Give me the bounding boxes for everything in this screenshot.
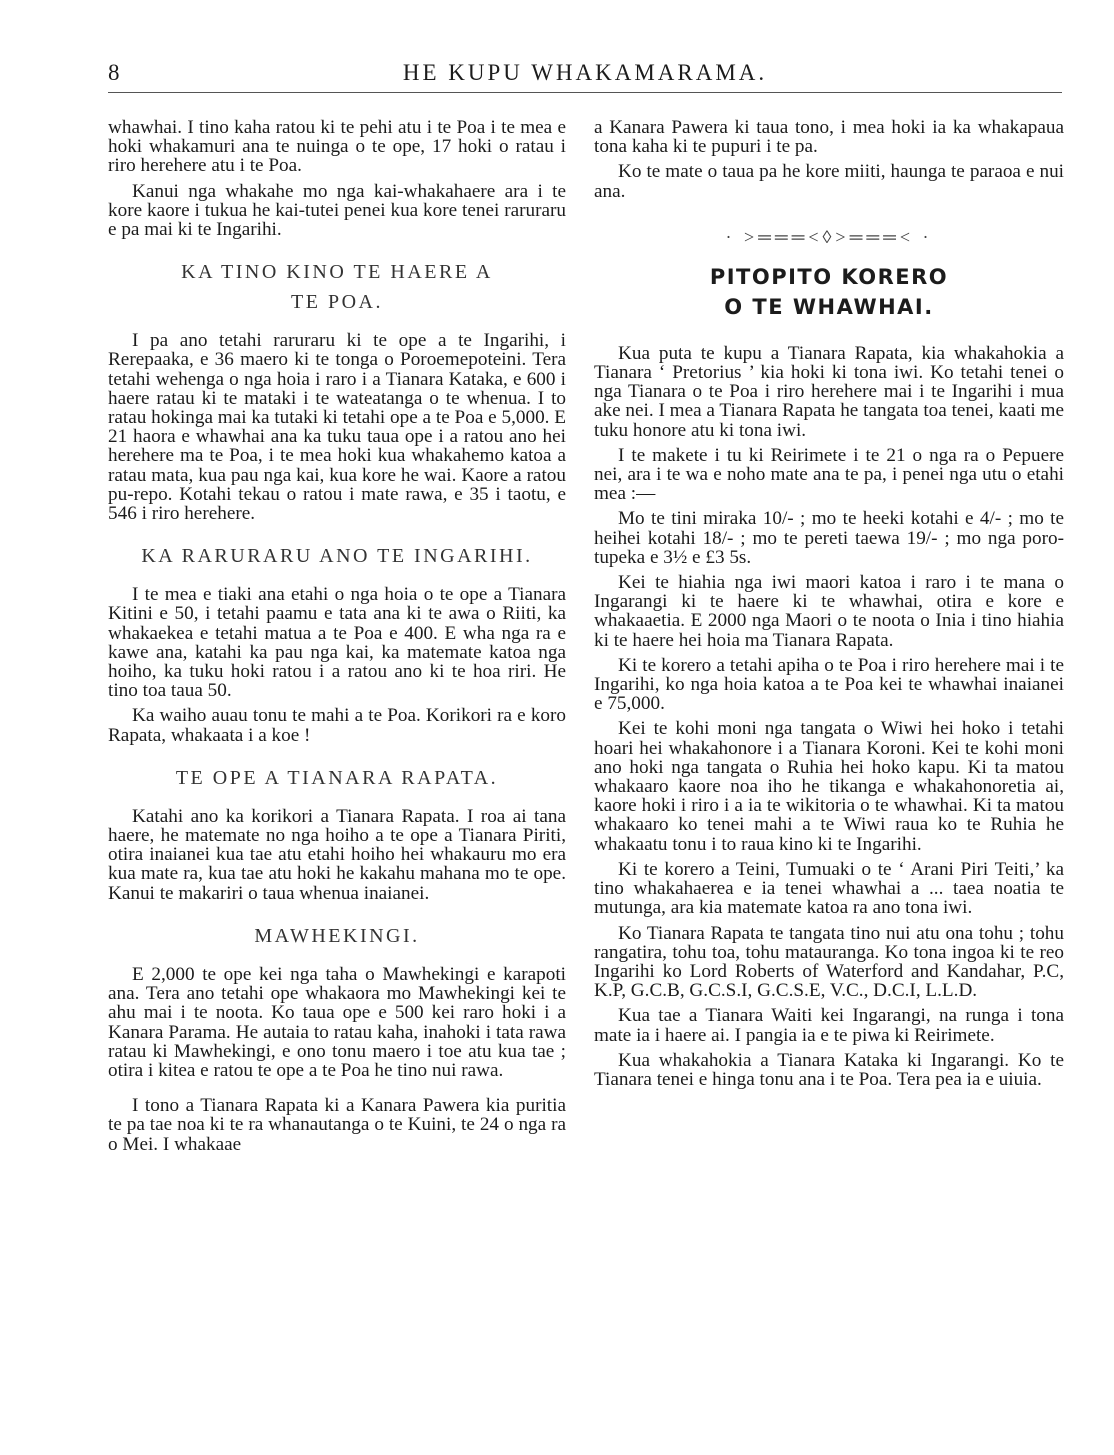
- paragraph: Ki te korero a tetahi apiha o te Poa i riro herehere mai i te Ingarihi, ko nga hoia katoa a te Poa kei te whawhai inaianei e 75,000.: [594, 654, 1064, 715]
- section-heading: TE OPE A TIANARA RAPATA.: [175, 766, 499, 789]
- paragraph: Mo te tini miraka 10/- ; mo te heeki kotahi e 4/- ; mo te heihei kotahi 18/- ; mo te pereti taewa 19/- ; mo nga poro-tupeka e 3½ e £3 5s.: [594, 508, 1064, 568]
- heading-line: PITOPITO KORERO: [709, 264, 949, 289]
- paragraph: Ka waiho auau tonu te mahi a te Poa. Korikori ra e koro Rapata, whakaata i a koe !: [108, 705, 566, 746]
- paragraph: I te mea e tiaki ana etahi o nga hoia o te ope a Tianara Kitini e 50, i tetahi paamu e tata ana ki te awa o Riiti, ka whakaekea e tetahi matua a te Poa e 400. E wha nga ra e kawe ana, katahi ka pau nga kai, ka matemate katoa nga hoiho, ka tuku hoki ratou i a ratou ano ki te hoa riri. He tino toa taua 50.: [108, 584, 566, 702]
- paragraph: Kua whakahokia a Tianara Kataka ki Ingarangi. Ko te Tianara tenei e hinga tonu ana i te Poa. Tera pea ia e uiuia.: [594, 1049, 1064, 1090]
- section-heading-bold: [594, 262, 1064, 322]
- paragraph: Kei te kohi moni nga tangata o Wiwi hei hoko i tetahi hoari hei whakahonore i a Tianara Koroni. Kei te kohi moni ano hoki nga tangata o Ruhia hei hoko kapu. Ki ta matou whakaaro kaore noa iho he tikanga e whakahonoretia ai, kaore hoki i riro i a ia te wikitoria o te whawhai. Ki ta matou whakaaro ko tenei mahi a te Wiwi raua ko te Ruhia he whakaatu tonu i to raua kino ki te Ingarihi.: [594, 718, 1064, 855]
- paragraph: Ki te korero a Teini, Tumuaki o te ‘ Arani Piri Teiti,’ ka tino whakahaerea e ia tenei whawhai a ... taea noatia te mutunga, ara kia matemate katoa ra ano tona iwi.: [594, 858, 1064, 919]
- page-header: [108, 60, 1062, 94]
- paragraph: Katahi ano ka korikori a Tianara Rapata. I roa ai tana haere, he matemate no nga hoiho a te ope a Tianara Piriti, otira inaianei kua tae atu etahi hoiho hei whakauru mo era kua mate ra, kua tae atu hoki he kakahu mahana mo te ope. Kanui te makariri o taua whenua inaianei.: [108, 805, 566, 904]
- running-title: HE KUPU WHAKAMARAMA.: [402, 60, 768, 85]
- paragraph: Ko te mate o taua pa he kore miiti, haunga te paraoa e nui ana.: [594, 161, 1064, 202]
- paragraph: I tono a Tianara Rapata ki a Kanara Pawera kia puritia te pa tae noa ki te ra whanautanga o te Kuini, te 24 o nga ra o Mei. I whakaae: [108, 1095, 566, 1155]
- header-rule: [108, 92, 1062, 93]
- paragraph: Kua tae a Tianara Waiti kei Ingarangi, na runga i tona mate ia i haere ai. I pangia ia e te piwa ki Reirimete.: [594, 1005, 1064, 1046]
- ornament-divider: · >═══<◊>═══< ·: [725, 226, 933, 247]
- paragraph: I pa ano tetahi raruraru ki te ope a te Ingarihi, i Rerepaaka, e 36 maero ki te tonga o Poroemepoteini. Tera tetahi wehenga o nga hoia i raro i a Tianara Kataka, e 600 i haere ratau ki te mataki i te wateatanga o te whenua. I to ratau hokinga mai ka tutaki ki tetahi ope a te Poa e 5,000. E 21 haora e whawhai ana ka tuku taua ope i a ratou ano hei herehere ma te Poa, i te mea hoki kua whakahemo katoa a ratau mata, kua pau nga kai, kua kore he wai. Kaore a ratou pu-repo. Kotahi tekau o ratou i mate rawa, e 35 i taotu, e 546 i riro herehere.: [108, 330, 566, 525]
- paragraph: Kanui nga whakahe mo nga kai-whakahaere ara i te kore kaore i tukua he kai-tutei penei kua kore tenei raruraru e pa mai ki te Ingarihi.: [108, 180, 566, 241]
- heading-line: O TE WHAWHAI.: [724, 294, 934, 319]
- section-heading: KA TINO KINO TE HAERE A TE POA.: [181, 261, 493, 314]
- paragraph: Ko Tianara Rapata te tangata tino nui atu ona tohu ; tohu rangatira, tohu toa, tohu matauranga. Ko tona ingoa ki te reo Ingarihi ko Lord Roberts of Waterford and Kandahar, P.C, K.P, G.C.B, G.C.S.I, G.C.S.E, V.C., D.C.I, L.L.D.: [594, 922, 1064, 1002]
- section-heading: MAWHEKINGI.: [254, 924, 420, 947]
- page-number: 8: [108, 60, 120, 85]
- right-column: [594, 118, 1064, 1095]
- paragraph: I te makete i tu ki Reirimete i te 21 o nga ra o Pepuere nei, ara i te wa e noho mate ana te pa, i penei nga utu o etahi mea :—: [594, 444, 1064, 505]
- paragraph: Kua puta te kupu a Tianara Rapata, kia whakahokia a Tianara ‘ Pretorius ’ kia hoki ki tona iwi. Ko tetahi tenei o nga Tianara o te Poa i riro herehere mai i te Ingarihi i mua ake nei. I mea a Tianara Rapata he tangata toa tenei, kaati me tuku honore atu ki tona iwi.: [594, 342, 1064, 441]
- paragraph: a Kanara Pawera ki taua tono, i mea hoki ia ka whakapaua tona kaha ki te pupuri i te pa.: [594, 117, 1064, 158]
- left-column: [108, 118, 566, 1160]
- section-heading: KA RARURARU ANO TE INGARIHI.: [141, 545, 533, 568]
- paragraph: E 2,000 te ope kei nga taha o Mawhekingi e karapoti ana. Tera ano tetahi ope whakaora mo Mawhekingi kei te ahu mai i te noota. Ko taua ope e 500 kei raro hoki i a Kanara Parama. He autaia to ratau kaha, inahoki i tata rawa ratau ki Mawhekingi, e ono tonu maero i toe atu kua tae ; otira i kitea e ratou te ope a te Poa he tino nui rawa.: [108, 963, 566, 1081]
- paragraph: whawhai. I tino kaha ratou ki te pehi atu i te Poa i te mea e hoki whakamuri ana te nuinga o te ope, 17 hoki o ratau i riro herehere atu i te Poa.: [108, 117, 566, 177]
- paragraph: Kei te hiahia nga iwi maori katoa i raro i te mana o Ingarangi ki te haere ki te whawhai, otira e kore e whakaaetia. E 2000 nga Maori o te noota o Inia i tino hiahia ki te haere hei hoia ma Tianara Rapata.: [594, 572, 1064, 651]
